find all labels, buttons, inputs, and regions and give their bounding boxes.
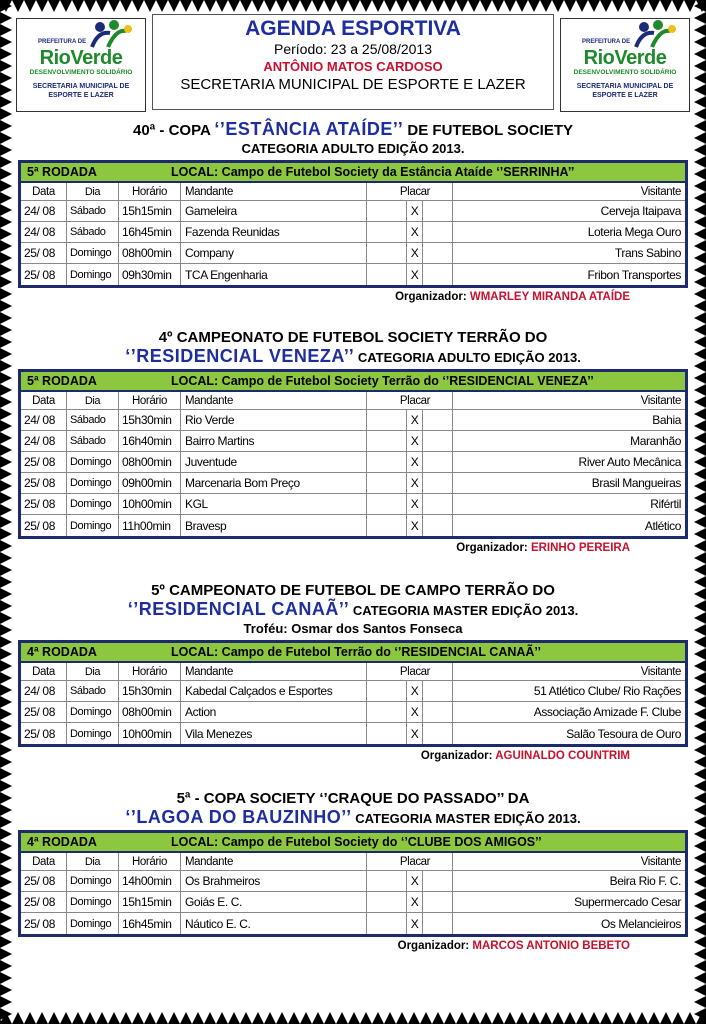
cell-mandante: Náutico E. C. bbox=[181, 913, 367, 934]
rodada-label: 4ª RODADA bbox=[27, 645, 97, 659]
cell-score-home bbox=[367, 681, 407, 701]
table-row bbox=[21, 431, 685, 452]
col-mandante: Mandante bbox=[181, 853, 367, 870]
cell-score-home bbox=[367, 515, 407, 536]
section-residencial-canaa bbox=[18, 582, 688, 762]
cell-dia: Domingo bbox=[67, 515, 119, 536]
secretary-name: ANTÔNIO MATOS CARDOSO bbox=[263, 59, 443, 74]
table-row bbox=[21, 473, 685, 494]
period: Período: 23 a 25/08/2013 bbox=[273, 41, 433, 57]
col-data: Data bbox=[21, 392, 67, 409]
title-part: 40ª - COPA bbox=[133, 122, 215, 139]
cell-mandante: TCA Engenharia bbox=[181, 264, 367, 285]
table-row bbox=[21, 681, 685, 702]
cell-horario: 14h00min bbox=[119, 871, 181, 891]
cell-mandante: Juventude bbox=[181, 452, 367, 472]
cell-mandante: Marcenaria Bom Preço bbox=[181, 473, 367, 493]
cell-horario: 11h00min bbox=[119, 515, 181, 536]
cell-data: 25/ 08 bbox=[21, 871, 67, 891]
title-highlight: ‘’RESIDENCIAL VENEZA’’ bbox=[125, 346, 355, 366]
cell-score-home bbox=[367, 201, 407, 221]
logo-sec-line1: SECRETARIA MUNICIPAL DE bbox=[576, 83, 674, 90]
cell-visitante: 51 Atlético Clube/ Rio Rações bbox=[533, 684, 681, 698]
section-residencial-veneza bbox=[18, 329, 688, 554]
col-horario: Horário bbox=[119, 392, 181, 409]
cell-data: 25/ 08 bbox=[21, 452, 67, 472]
table-row bbox=[21, 702, 685, 723]
schedule-table bbox=[18, 369, 688, 539]
title-part: DE FUTEBOL SOCIETY bbox=[403, 122, 573, 139]
cell-visitante: River Auto Mecânica bbox=[578, 455, 681, 469]
cell-score-away bbox=[423, 871, 453, 891]
rodada-label: 5ª RODADA bbox=[27, 165, 97, 179]
cell-dia: Domingo bbox=[67, 452, 119, 472]
cell-score-away bbox=[423, 892, 453, 912]
cell-dia: Sábado bbox=[67, 201, 119, 221]
cell-dia: Sábado bbox=[67, 410, 119, 430]
table-row bbox=[21, 264, 685, 285]
cell-vs: X bbox=[407, 431, 423, 451]
cell-vs: X bbox=[407, 473, 423, 493]
organizer bbox=[18, 940, 688, 952]
cell-data: 25/ 08 bbox=[21, 702, 67, 722]
col-mandante: Mandante bbox=[181, 663, 367, 680]
table-row bbox=[21, 515, 685, 536]
section-subtitle: CATEGORIA ADULTO EDIÇÃO 2013. bbox=[241, 141, 465, 156]
cell-mandante: Bairro Martins bbox=[181, 431, 367, 451]
cell-data: 25/ 08 bbox=[21, 473, 67, 493]
cell-horario: 16h45min bbox=[119, 222, 181, 242]
cell-dia: Domingo bbox=[67, 723, 119, 744]
cell-score-away bbox=[423, 222, 453, 242]
table-row bbox=[21, 494, 685, 515]
cell-visitante: Fribon Transportes bbox=[587, 267, 681, 282]
table-row bbox=[21, 243, 685, 264]
col-placar: Placar bbox=[399, 855, 431, 868]
col-horario: Horário bbox=[119, 853, 181, 870]
schedule-table bbox=[18, 830, 688, 937]
cell-horario: 08h00min bbox=[119, 452, 181, 472]
title-highlight: ‘’RESIDENCIAL CANAÃ’’ bbox=[127, 599, 350, 619]
cell-mandante: Action bbox=[181, 702, 367, 722]
cell-visitante: Salão Tesoura de Ouro bbox=[566, 726, 681, 741]
cell-horario: 15h15min bbox=[119, 201, 181, 221]
table-row bbox=[21, 410, 685, 431]
rodada-label: 4ª RODADA bbox=[27, 835, 97, 849]
logo-sec-line2: ESPORTE E LAZER bbox=[48, 92, 114, 99]
cell-dia: Domingo bbox=[67, 871, 119, 891]
cell-vs: X bbox=[407, 913, 423, 934]
cell-visitante: Associação Amizade F. Clube bbox=[533, 705, 681, 719]
cell-score-home bbox=[367, 892, 407, 912]
cell-score-home bbox=[367, 431, 407, 451]
cell-score-home bbox=[367, 913, 407, 934]
table-row bbox=[21, 871, 685, 892]
rio-verde-logo-right bbox=[560, 18, 690, 112]
cell-mandante: KGL bbox=[181, 494, 367, 514]
organizer-label: Organizador: bbox=[456, 542, 528, 554]
page-title: AGENDA ESPORTIVA bbox=[245, 17, 461, 40]
cell-visitante: Supermercado Cesar bbox=[574, 895, 681, 909]
cell-vs: X bbox=[407, 201, 423, 221]
zigzag-border-right bbox=[692, 0, 706, 1024]
cell-dia: Domingo bbox=[67, 913, 119, 934]
table-row bbox=[21, 913, 685, 934]
cell-data: 25/ 08 bbox=[21, 723, 67, 744]
section-lagoa-do-bauzinho bbox=[18, 790, 688, 952]
cell-data: 25/ 08 bbox=[21, 892, 67, 912]
cell-score-away bbox=[423, 494, 453, 514]
title-part: CATEGORIA MASTER EDIÇÃO 2013. bbox=[351, 811, 581, 826]
cell-mandante: Gameleira bbox=[181, 201, 367, 221]
cell-visitante: Os Melancieiros bbox=[600, 916, 681, 931]
section-subtitle bbox=[18, 808, 688, 828]
col-visitante: Visitante bbox=[640, 855, 681, 868]
cell-vs: X bbox=[407, 871, 423, 891]
cell-vs: X bbox=[407, 702, 423, 722]
col-placar: Placar bbox=[399, 394, 431, 407]
organizer bbox=[18, 291, 688, 303]
cell-horario: 15h30min bbox=[119, 681, 181, 701]
section-copa-estancia-ataide bbox=[18, 120, 688, 303]
cell-score-away bbox=[423, 431, 453, 451]
cell-vs: X bbox=[407, 892, 423, 912]
cell-data: 24/ 08 bbox=[21, 410, 67, 430]
cell-data: 25/ 08 bbox=[21, 264, 67, 285]
cell-visitante: Maranhão bbox=[630, 434, 681, 448]
rodada-bar bbox=[21, 372, 685, 392]
organizer-name: ERINHO PEREIRA bbox=[530, 542, 630, 554]
local-label: LOCAL: Campo de Futebol Society do ‘’CLUBE DOS AMIGOS’’ bbox=[171, 835, 542, 849]
column-header-row bbox=[21, 853, 685, 871]
page-header bbox=[14, 14, 692, 110]
cell-visitante: Brasil Mangueiras bbox=[591, 476, 681, 490]
cell-dia: Domingo bbox=[67, 494, 119, 514]
trophy-line: Troféu: Osmar dos Santos Fonseca bbox=[243, 621, 463, 636]
col-placar: Placar bbox=[399, 665, 431, 678]
cell-horario: 10h00min bbox=[119, 494, 181, 514]
cell-visitante: Cerveja Itaipava bbox=[600, 204, 681, 218]
cell-horario: 10h00min bbox=[119, 723, 181, 744]
cell-visitante: Rifértil bbox=[650, 497, 681, 511]
title-part: CATEGORIA ADULTO EDIÇÃO 2013. bbox=[354, 350, 581, 365]
cell-score-home bbox=[367, 222, 407, 242]
cell-score-home bbox=[367, 723, 407, 744]
cell-dia: Domingo bbox=[67, 473, 119, 493]
cell-vs: X bbox=[407, 723, 423, 744]
cell-mandante: Fazenda Reunidas bbox=[181, 222, 367, 242]
cell-vs: X bbox=[407, 264, 423, 285]
brand-name: RioVerde bbox=[39, 47, 123, 69]
col-horario: Horário bbox=[119, 183, 181, 200]
cell-score-away bbox=[423, 913, 453, 934]
col-dia: Dia bbox=[67, 853, 119, 870]
cell-score-home bbox=[367, 452, 407, 472]
header-title-box bbox=[152, 14, 554, 110]
local-label: LOCAL: Campo de Futebol Society da Estância Ataíde ‘’SERRINHA’’ bbox=[171, 165, 575, 179]
cell-horario: 16h45min bbox=[119, 913, 181, 934]
cell-visitante: Trans Sabino bbox=[614, 246, 681, 260]
col-dia: Dia bbox=[67, 663, 119, 680]
section-subtitle bbox=[18, 347, 688, 367]
table-row bbox=[21, 892, 685, 913]
col-visitante: Visitante bbox=[640, 185, 681, 198]
cell-mandante: Os Brahmeiros bbox=[181, 871, 367, 891]
cell-visitante: Atlético bbox=[644, 518, 681, 533]
cell-score-home bbox=[367, 871, 407, 891]
cell-score-home bbox=[367, 494, 407, 514]
schedule-table bbox=[18, 160, 688, 288]
cell-data: 24/ 08 bbox=[21, 431, 67, 451]
secretaria-name: SECRETARIA MUNICIPAL DE ESPORTE E LAZER bbox=[180, 76, 526, 93]
organizer-label: Organizador: bbox=[397, 940, 470, 952]
zigzag-border-top bbox=[0, 0, 706, 14]
cell-vs: X bbox=[407, 515, 423, 536]
schedule-table bbox=[18, 640, 688, 747]
title-highlight: ‘’LAGOA DO BAUZINHO’’ bbox=[125, 807, 352, 827]
rodada-bar bbox=[21, 163, 685, 183]
title-highlight: ‘’ESTÂNCIA ATAÍDE’’ bbox=[214, 119, 404, 139]
column-header-row bbox=[21, 392, 685, 410]
brand-tagline: DESENVOLVIMENTO SOLIDÁRIO bbox=[573, 69, 677, 76]
cell-horario: 08h00min bbox=[119, 702, 181, 722]
cell-score-away bbox=[423, 723, 453, 744]
section-title: 5º CAMPEONATO DE FUTEBOL DE CAMPO TERRÃO DO bbox=[151, 582, 555, 599]
col-placar-right bbox=[423, 853, 453, 870]
table-row bbox=[21, 201, 685, 222]
logo-sec-line1: SECRETARIA MUNICIPAL DE bbox=[32, 83, 130, 90]
col-visitante: Visitante bbox=[640, 665, 681, 678]
local-label: LOCAL: Campo de Futebol Terrão do ‘’RESIDENCIAL CANAÃ’’ bbox=[171, 645, 541, 659]
cell-score-away bbox=[423, 201, 453, 221]
organizer-label: Organizador: bbox=[395, 291, 467, 303]
col-horario: Horário bbox=[119, 663, 181, 680]
cell-dia: Sábado bbox=[67, 222, 119, 242]
cell-score-away bbox=[423, 473, 453, 493]
cell-mandante: Rio Verde bbox=[181, 410, 367, 430]
cell-vs: X bbox=[407, 681, 423, 701]
organizer-name: MARCOS ANTONIO BEBETO bbox=[472, 940, 630, 952]
cell-mandante: Company bbox=[181, 243, 367, 263]
cell-visitante: Bahia bbox=[652, 413, 681, 427]
cell-mandante: Goiás E. C. bbox=[181, 892, 367, 912]
table-row bbox=[21, 452, 685, 473]
table-row bbox=[21, 222, 685, 243]
cell-score-away bbox=[423, 264, 453, 285]
cell-dia: Domingo bbox=[67, 892, 119, 912]
cell-horario: 09h30min bbox=[119, 264, 181, 285]
figures-icon bbox=[18, 19, 144, 49]
col-data: Data bbox=[21, 853, 67, 870]
col-placar: Placar bbox=[399, 185, 431, 198]
prefeitura-text: PREFEITURA DE bbox=[38, 39, 87, 45]
logo-sec-line2: ESPORTE E LAZER bbox=[592, 92, 658, 99]
col-data: Data bbox=[21, 663, 67, 680]
cell-score-away bbox=[423, 515, 453, 536]
section-title: 5ª - COPA SOCIETY ‘’CRAQUE DO PASSADO’’ DA bbox=[176, 790, 530, 807]
cell-dia: Domingo bbox=[67, 702, 119, 722]
cell-score-away bbox=[423, 243, 453, 263]
cell-data: 24/ 08 bbox=[21, 201, 67, 221]
cell-vs: X bbox=[407, 410, 423, 430]
cell-score-away bbox=[423, 452, 453, 472]
column-header-row bbox=[21, 183, 685, 201]
col-placar-right bbox=[423, 183, 453, 200]
col-dia: Dia bbox=[67, 392, 119, 409]
cell-score-away bbox=[423, 702, 453, 722]
title-part: CATEGORIA MASTER EDIÇÃO 2013. bbox=[349, 603, 579, 618]
cell-dia: Sábado bbox=[67, 431, 119, 451]
rodada-bar bbox=[21, 833, 685, 853]
organizer-name: WMARLEY MIRANDA ATAÍDE bbox=[469, 291, 630, 303]
organizer-name: AGUINALDO COUNTRIM bbox=[495, 750, 630, 762]
cell-score-home bbox=[367, 702, 407, 722]
cell-horario: 09h00min bbox=[119, 473, 181, 493]
col-placar-right bbox=[423, 663, 453, 680]
organizer bbox=[18, 542, 688, 554]
brand-tagline: DESENVOLVIMENTO SOLIDÁRIO bbox=[29, 69, 133, 76]
cell-vs: X bbox=[407, 243, 423, 263]
cell-horario: 08h00min bbox=[119, 243, 181, 263]
rodada-bar bbox=[21, 643, 685, 663]
col-mandante: Mandante bbox=[181, 392, 367, 409]
figures-icon bbox=[562, 19, 688, 49]
section-subtitle bbox=[18, 600, 688, 620]
brand-name: RioVerde bbox=[583, 47, 667, 69]
cell-visitante: Beira Rio F. C. bbox=[609, 874, 681, 888]
cell-score-away bbox=[423, 681, 453, 701]
cell-data: 24/ 08 bbox=[21, 681, 67, 701]
local-label: LOCAL: Campo de Futebol Society Terrão do ‘’RESIDENCIAL VENEZA’’ bbox=[171, 374, 594, 388]
zigzag-border-left bbox=[0, 0, 14, 1024]
column-header-row bbox=[21, 663, 685, 681]
cell-data: 25/ 08 bbox=[21, 243, 67, 263]
cell-vs: X bbox=[407, 222, 423, 242]
col-dia: Dia bbox=[67, 183, 119, 200]
cell-horario: 16h40min bbox=[119, 431, 181, 451]
section-title bbox=[18, 120, 688, 140]
cell-dia: Sábado bbox=[67, 681, 119, 701]
rio-verde-logo-left bbox=[16, 18, 146, 112]
cell-data: 25/ 08 bbox=[21, 913, 67, 934]
cell-horario: 15h15min bbox=[119, 892, 181, 912]
cell-data: 25/ 08 bbox=[21, 515, 67, 536]
cell-score-home bbox=[367, 410, 407, 430]
cell-horario: 15h30min bbox=[119, 410, 181, 430]
rodada-label: 5ª RODADA bbox=[27, 374, 97, 388]
cell-mandante: Kabedal Calçados e Esportes bbox=[181, 681, 367, 701]
prefeitura-text: PREFEITURA DE bbox=[582, 39, 631, 45]
cell-score-away bbox=[423, 410, 453, 430]
cell-score-home bbox=[367, 473, 407, 493]
cell-data: 24/ 08 bbox=[21, 222, 67, 242]
cell-dia: Domingo bbox=[67, 243, 119, 263]
cell-data: 25/ 08 bbox=[21, 494, 67, 514]
cell-vs: X bbox=[407, 452, 423, 472]
cell-score-home bbox=[367, 264, 407, 285]
zigzag-border-bottom bbox=[0, 1010, 706, 1024]
cell-visitante: Loteria Mega Ouro bbox=[587, 225, 681, 239]
col-visitante: Visitante bbox=[640, 394, 681, 407]
cell-score-home bbox=[367, 243, 407, 263]
cell-mandante: Bravesp bbox=[181, 515, 367, 536]
col-data: Data bbox=[21, 183, 67, 200]
section-title: 4º CAMPEONATO DE FUTEBOL SOCIETY TERRÃO DO bbox=[158, 329, 548, 346]
organizer-label: Organizador: bbox=[420, 750, 493, 762]
cell-vs: X bbox=[407, 494, 423, 514]
cell-mandante: Vila Menezes bbox=[181, 723, 367, 744]
col-mandante: Mandante bbox=[181, 183, 367, 200]
col-placar-right bbox=[423, 392, 453, 409]
table-row bbox=[21, 723, 685, 744]
organizer bbox=[18, 750, 688, 762]
cell-dia: Domingo bbox=[67, 264, 119, 285]
